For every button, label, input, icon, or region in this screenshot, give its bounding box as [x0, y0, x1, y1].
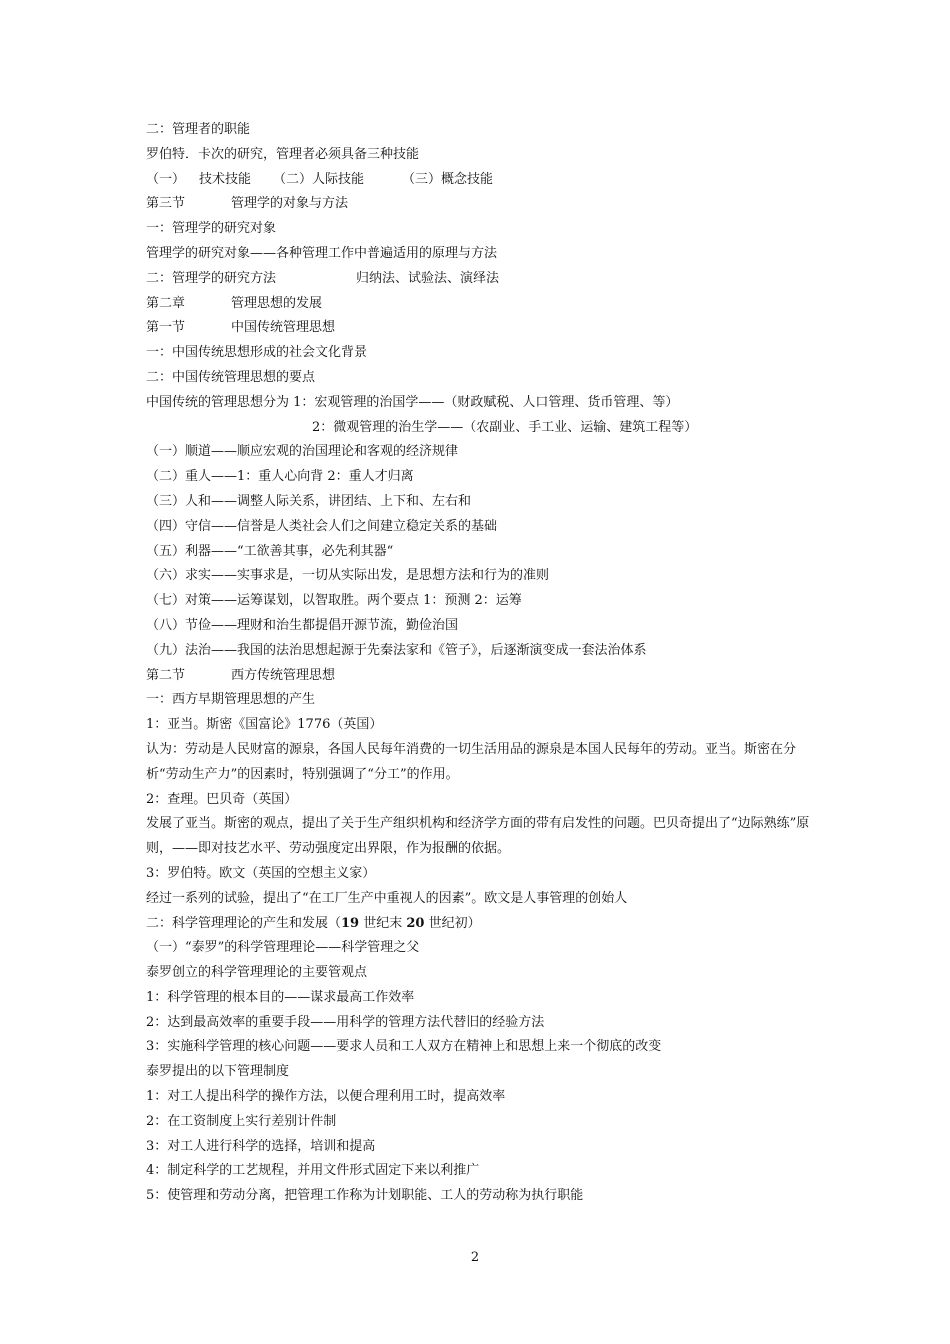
section-title: 管理学的对象与方法 [231, 196, 349, 212]
text-line: 二：中国传统管理思想的要点 [146, 369, 316, 385]
text-line: 中国传统的管理思想分为 1：宏观管理的治国学——（财政赋税、人口管理、货币管理、等） [146, 394, 679, 410]
text-line: 一：中国传统思想形成的社会文化背景 [146, 345, 368, 361]
text-line: 2：查理。巴贝奇（英国） [146, 791, 298, 807]
text-line: （一）顺道——顺应宏观的治国理论和客观的经济规律 [146, 444, 459, 460]
document-body [146, 118, 826, 1209]
text-line [146, 267, 826, 292]
section-number: 第三节 [146, 196, 186, 212]
text-line: 二：管理者的职能 [146, 122, 251, 137]
method-list: 归纳法、试验法、演绎法 [356, 270, 500, 286]
text-line: 罗伯特．卡次的研究，管理者必须具备三种技能 [146, 146, 420, 162]
heading-text: 二：科学管理理论的产生和发展（ [146, 915, 342, 931]
skill-name-1: 技术技能 [199, 171, 252, 187]
text-line [146, 912, 826, 937]
text-line [146, 168, 826, 193]
chapter-heading [146, 292, 826, 317]
text-line: 经过一系列的试验，提出了“在工厂生产中重视人的因素”。欧文是人事管理的创始人 [146, 890, 628, 906]
text-line: 4：制定科学的工艺规程，并用文件形式固定下来以利推广 [146, 1163, 480, 1179]
text-line: 2：达到最高效率的重要手段——用科学的管理方法代替旧的经验方法 [146, 1014, 545, 1030]
text-line: 管理学的研究对象——各种管理工作中普遍适用的原理与方法 [146, 245, 498, 261]
section-number: 第一节 [146, 320, 186, 336]
text-line: （五）利器——“工欲善其事，必先利其器“ [146, 543, 394, 559]
skill-3: （三）概念技能 [402, 171, 494, 187]
text-line: （九）法治——我国的法治思想起源于先秦法家和《管子》，后逐渐演变成一套法治体系 [146, 642, 647, 658]
method-heading: 二：管理学的研究方法 [146, 270, 277, 286]
section-heading [146, 664, 826, 689]
text-line: （二）重人——1：重人心向背 2：重人才归离 [146, 469, 414, 485]
text-line: 一：管理学的研究对象 [146, 221, 277, 237]
paragraph: 发展了亚当。斯密的观点，提出了关于生产组织机构和经济学方面的带有启发性的问题。巴贝奇提出了“边际熟练”原则，——即对技艺水平、劳动强度定出界限，作为报酬的依据。 [146, 816, 810, 857]
chapter-number: 第二章 [146, 295, 186, 311]
chapter-title: 管理思想的发展 [231, 295, 323, 311]
text-line: 1：科学管理的根本目的——谋求最高工作效率 [146, 989, 415, 1005]
century-20: 20 [406, 915, 425, 931]
heading-text: 世纪初） [424, 915, 481, 931]
text-line: （八）节俭——理财和治生都提倡开源节流，勤俭治国 [146, 617, 459, 633]
paragraph: 认为：劳动是人民财富的源泉，各国人民每年消费的一切生活用品的源泉是本国人民每年的劳动。亚当。斯密在分析“劳动生产力”的因素时，特别强调了“分工”的作用。 [146, 741, 797, 782]
text-line: 泰罗提出的以下管理制度 [146, 1064, 290, 1080]
text-line: 5：使管理和劳动分离，把管理工作称为计划职能、工人的劳动称为执行职能 [146, 1188, 584, 1204]
text-line: 一：西方早期管理思想的产生 [146, 692, 316, 708]
text-line: （四）守信——信誉是人类社会人们之间建立稳定关系的基础 [146, 518, 498, 534]
text-line: （三）人和——调整人际关系，讲团结、上下和、左右和 [146, 493, 472, 509]
section-title: 西方传统管理思想 [231, 667, 336, 683]
text-line: （一）“泰罗”的科学管理理论——科学管理之父 [146, 940, 420, 956]
text-line: 2：在工资制度上实行差别计件制 [146, 1113, 337, 1129]
skill-2: （二）人际技能 [273, 171, 365, 187]
text-line: 3：对工人进行科学的选择，培训和提高 [146, 1138, 376, 1154]
page-number: 2 [470, 1250, 480, 1265]
section-heading [146, 192, 826, 217]
text-line: （六）求实——实事求是，一切从实际出发，是思想方法和行为的准则 [146, 568, 550, 584]
section-number: 第二节 [146, 667, 186, 683]
century-19: 19 [341, 915, 360, 931]
text-line: 2：微观管理的治生学——（农副业、手工业、运输、建筑工程等） [312, 419, 698, 435]
text-line: 3：罗伯特。欧文（英国的空想主义家） [146, 865, 376, 881]
text-line: 3：实施科学管理的核心问题——要求人员和工人双方在精神上和思想上来一个彻底的改变 [146, 1039, 662, 1055]
section-title: 中国传统管理思想 [231, 320, 336, 336]
text-line: 1：对工人提出科学的操作方法，以便合理利用工时，提高效率 [146, 1089, 506, 1105]
section-heading [146, 316, 826, 341]
text-line: （七）对策——运筹谋划，以智取胜。两个要点 1：预测 2：运筹 [146, 593, 522, 609]
text-line: 泰罗创立的科学管理理论的主要管观点 [146, 965, 368, 981]
text-line: 1：亚当。斯密《国富论》1776（英国） [146, 717, 383, 733]
skill-label-1: （一） [146, 171, 186, 187]
heading-text: 世纪末 [359, 915, 407, 931]
